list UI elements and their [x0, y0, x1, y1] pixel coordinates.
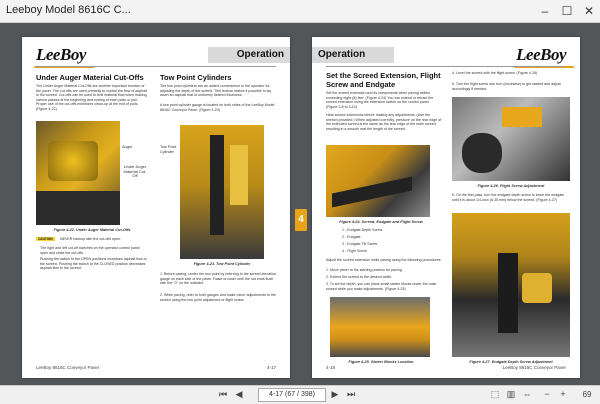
figure-4-25-caption: Figure 4-25. Starter Blocks Location [348, 360, 414, 364]
figure-4-27-caption: Figure 4-27. Endgate Depth Screw Adjustment [469, 360, 553, 364]
step-item: 3. To set the depth, you can place small starter blocks under the main screed while you make adjustments. (Figure 4-25) [326, 282, 437, 291]
page-right [312, 37, 580, 378]
fit-width-icon[interactable]: ⇔ [522, 389, 532, 399]
step-item: 5. Turn the flight screw one turn (clockwise) to get started and adjust accordingly if needed. [452, 82, 561, 91]
figure-4-26-caption: Figure 4-26. Flight Screw Adjustment [477, 184, 545, 188]
label-auger: Auger [122, 144, 133, 149]
figure-4-26-photo [452, 97, 570, 181]
step-item: 4. Level the screed with the flight screw. (Figure 4-26) [452, 71, 538, 75]
screed-heat-text: Heat screed extensions before making any adjustments. (Use the wrench provided.) When adjusted correctly, pressure on the rear edge of the extended screed is the same as the rear edge of the main screed, resulting in a smooth mat the length of the screed. [326, 113, 442, 131]
footer-left: LeeBoy 8616C Conveyor Paver [36, 365, 100, 370]
legend-item: 1 - Endgate Depth Screw [342, 228, 383, 232]
document-viewer[interactable] [0, 23, 600, 385]
legend-item: 2 - Endgate [342, 235, 361, 239]
figure-4-22-photo [36, 121, 120, 225]
screed-body-text: Set the screed extension and its components when paving widths exceeding eight (8) feet. (Figure 4-24) You can extend or retract the screed extension using the extension switch on the control panel. (Figure 3-8 to 3-10) [326, 91, 434, 109]
step-item: 1. Move paver to the starting position for paving. [326, 268, 403, 272]
step-item: 6. On the first pass, turn the endgate depth screw to lower the endgate until it is about 1/4-inch (6.35 mm) below the screed. (Figure 4-27) [452, 193, 565, 202]
legend-item: 3 - Endgate Tilt Screw [342, 242, 378, 246]
caution-badge: CAUTION [38, 237, 53, 241]
chapter-tab: 4 [295, 209, 307, 231]
section-header: Operation [208, 47, 290, 63]
auger-body-text: The Under Auger Material Cut-Offs are another important function of the paver. The cut-offs are used primarily to control the flow of asphalt to the screed. Cut-offs can be used to limit material flow when making narrow passes at the beginning and ending of each pass or pull. Proper use of the cut-offs minimizes clean-up at the end of pulls. (Figure 4-22) [36, 84, 147, 111]
title-bar [0, 0, 600, 23]
page-left [22, 37, 290, 378]
tow-point-body-text: The tow point cylinders are an added convenience to the operator for adjusting the depth of the screed. This feature makes it possible to lay down an asphalt mat of uniformly desired thickness. [160, 84, 272, 97]
header-divider [36, 66, 276, 67]
maximize-icon[interactable]: ☐ [561, 4, 573, 18]
label-tow-point-cylinder: Tow Point Cylinder [160, 145, 177, 154]
zoom-in-icon[interactable]: + [560, 389, 566, 399]
figure-4-23-caption: Figure 4-23. Tow Point Cylinder [193, 262, 251, 266]
heading-tow-point: Tow Point Cylinders [160, 73, 232, 82]
bullet-item: The right and left cut-off switches on the operator control panel open and close the cut-offs. [40, 246, 140, 255]
page-number-input[interactable]: 4-17 (67 / 398) [258, 388, 326, 402]
zoom-out-icon[interactable]: − [544, 389, 550, 399]
heading-auger-cutoffs: Under Auger Material Cut-Offs [36, 73, 144, 82]
bullet-item: Pushing the switch to the OPEN positions increases asphalt flow to the screed. Pushing the switch to the CLOSED position decreases asphalt flow to the screed. [40, 257, 147, 270]
step-item: 2. Extend the screed to the desired width. [326, 275, 393, 279]
leeboy-logo: LeeBoy [36, 45, 86, 65]
figure-4-25-photo [330, 297, 430, 357]
footer-right: LeeBoy 8616C Conveyor Paver [502, 365, 566, 370]
header-divider [326, 66, 566, 67]
step-item: 1. Before paving, center the tow point by referring to the screed elevation gauge on each side of the paver. Raise or lower until the rod ends flush with the "0" on the indicator. [160, 272, 276, 285]
legend-item: 4 - Flight Screw [342, 249, 367, 253]
tow-point-gauge-text: A tow point cylinder gauge is located on both sides of the LeeBoy Model 8616C Conveyor Paver. (Figure 4-23) [160, 103, 275, 112]
first-page-icon[interactable]: ⏮ [218, 389, 228, 399]
caution-text: NEVER backup with the cut-offs open. [60, 237, 122, 241]
adjust-intro-text: Adjust the screed extension while paving using the following procedures: [326, 258, 442, 262]
figure-4-24-caption: Figure 4-24. Screed, Endgate and Flight Screw [339, 220, 423, 224]
heading-screed-extension: Set the Screed Extension, Flight Screw and Endgate [326, 71, 441, 89]
step-item: 2. While paving, refer to both gauges and make minor adjustments to the screed using the tow point adjustment or flight screw. [160, 293, 276, 302]
next-page-icon[interactable]: ▶ [331, 389, 339, 399]
window-title: Leeboy Model 8616C C... [6, 4, 131, 16]
figure-4-22-caption: Figure 4-22. Under Auger Material Cut-Offs [53, 228, 131, 232]
leeboy-logo: LeeBoy [516, 45, 566, 65]
previous-page-icon[interactable]: ◀ [235, 389, 243, 399]
navigation-bar [0, 385, 600, 404]
fit-page-icon[interactable]: ⬚ [490, 389, 500, 399]
footer-left: 4-18 [326, 365, 336, 370]
minimize-icon[interactable]: – [541, 4, 549, 18]
figure-4-24-photo [326, 145, 430, 217]
figure-4-27-photo [452, 213, 570, 357]
two-page-view-icon[interactable]: ▥ [506, 389, 516, 399]
close-icon[interactable]: ✕ [583, 4, 595, 18]
last-page-icon[interactable]: ⏭ [346, 389, 356, 399]
zoom-level[interactable]: 69 [582, 390, 592, 399]
figure-4-23-photo [180, 125, 264, 259]
label-cutoff: Under Auger Material Cut-Off [123, 164, 147, 178]
footer-right: 4-17 [266, 365, 276, 370]
section-header: Operation [312, 47, 394, 63]
